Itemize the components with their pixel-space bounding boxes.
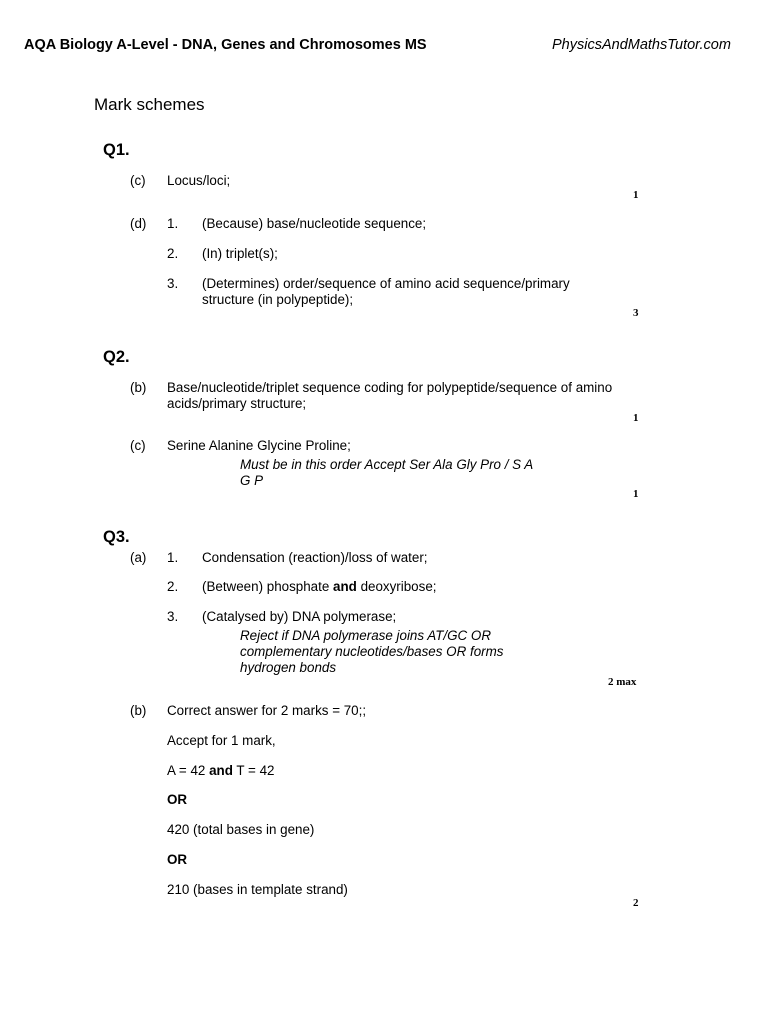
q2-part-b-mark: 1 (633, 412, 639, 424)
q3-part-a-mark: 2 max (608, 676, 637, 688)
q3-part-b-or-2: OR (167, 852, 188, 867)
q1-d-point-3-line-2: structure (in polypeptide); (202, 292, 354, 307)
q3-b-alt-text-end: T = 42 (232, 763, 275, 778)
document-header-title: AQA Biology A-Level - DNA, Genes and Chromosomes MS (24, 37, 427, 53)
q2-part-c-note-line-2: G P (240, 473, 264, 488)
q2-part-c-answer: Serine Alanine Glycine Proline; (167, 438, 351, 453)
q3-a-point-3-note-line-2: complementary nucleotides/bases OR forms (240, 644, 504, 659)
q1-d-point-1-text: (Because) base/nucleotide sequence; (202, 216, 427, 231)
q1-part-c-answer: Locus/loci; (167, 173, 231, 188)
q1-part-c-label: (c) (130, 173, 146, 188)
q1-d-point-1-number: 1. (167, 216, 179, 231)
q3-a-point-3-number: 3. (167, 609, 179, 624)
question-1-heading: Q1. (103, 141, 130, 159)
q3-part-b-or-1: OR (167, 792, 188, 807)
q2-part-c-label: (c) (130, 438, 146, 453)
page-title: Mark schemes (94, 95, 205, 114)
q1-d-point-2-text: (In) triplet(s); (202, 246, 278, 261)
q3-part-b-label: (b) (130, 703, 147, 718)
q1-part-d-label: (d) (130, 216, 147, 231)
q3-b-alt-bold-and: and (209, 763, 233, 778)
q2-part-c-mark: 1 (633, 488, 639, 500)
q3-a-point-3-note-line-1: Reject if DNA polymerase joins AT/GC OR (240, 628, 492, 643)
q2-part-c-note-line-1: Must be in this order Accept Ser Ala Gly Pro / S A (240, 457, 534, 472)
q3-a-point-2-number: 2. (167, 579, 179, 594)
q3-part-b-accept: Accept for 1 mark, (167, 733, 276, 748)
q3-a-point-1-number: 1. (167, 550, 179, 565)
q2-part-b-line-2: acids/primary structure; (167, 396, 307, 411)
q3-a-point-3-text: (Catalysed by) DNA polymerase; (202, 609, 397, 624)
q3-part-b-answer: Correct answer for 2 marks = 70;; (167, 703, 367, 718)
q1-part-d-mark: 3 (633, 307, 639, 319)
q2-part-b-label: (b) (130, 380, 147, 395)
q3-b-alt-text-start: A = 42 (167, 763, 210, 778)
q3-a-point-3-note-line-3: hydrogen bonds (240, 660, 337, 675)
header-site-name: PhysicsAndMathsTutor.com (552, 37, 731, 53)
q3-a-point-2-bold-and: and (333, 579, 357, 594)
q3-a-point-1-text: Condensation (reaction)/loss of water; (202, 550, 428, 565)
q3-a-point-2-text-start: (Between) phosphate (202, 579, 334, 594)
q3-part-b-alternative-a-t (167, 763, 274, 778)
q1-d-point-3-line-1: (Determines) order/sequence of amino acid sequence/primary (202, 276, 570, 291)
q3-part-b-mark: 2 (633, 897, 639, 909)
q3-part-a-label: (a) (130, 550, 147, 565)
q3-part-b-template-strand: 210 (bases in template strand) (167, 882, 348, 897)
q3-part-b-total-bases: 420 (total bases in gene) (167, 822, 315, 837)
q3-a-point-2-text (202, 579, 437, 594)
q1-d-point-3-number: 3. (167, 276, 179, 291)
q2-part-b-line-1: Base/nucleotide/triplet sequence coding for polypeptide/sequence of amino (167, 380, 613, 395)
q3-a-point-2-text-end: deoxyribose; (356, 579, 437, 594)
question-3-heading: Q3. (103, 528, 130, 546)
question-2-heading: Q2. (103, 348, 130, 366)
q1-d-point-2-number: 2. (167, 246, 179, 261)
q1-part-c-mark: 1 (633, 189, 639, 201)
